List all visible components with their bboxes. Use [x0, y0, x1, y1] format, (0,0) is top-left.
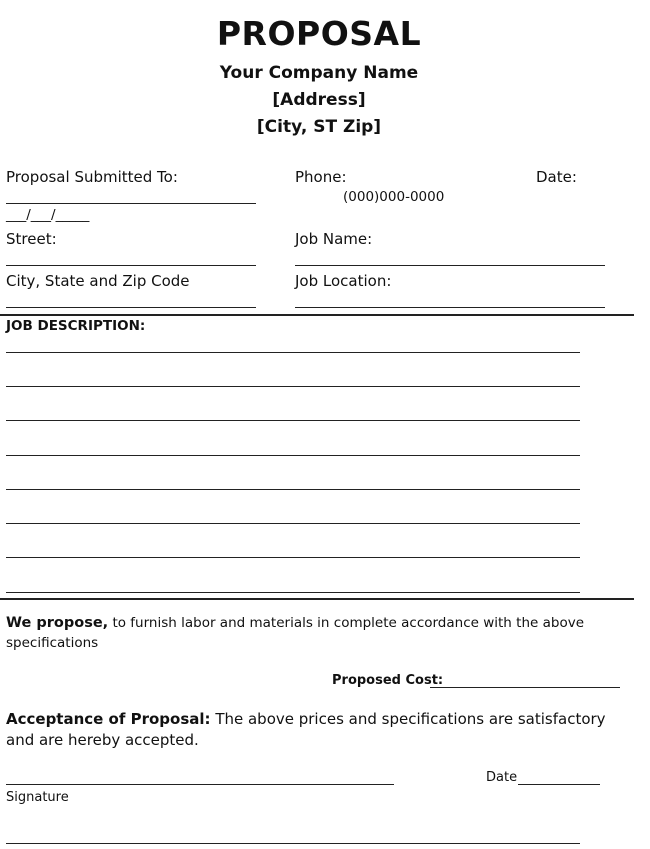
city-state-zip-label: City, State and Zip Code	[6, 272, 190, 290]
company-address: [Address]	[272, 90, 366, 110]
job-description-line[interactable]	[6, 592, 580, 593]
job-description-line[interactable]	[6, 386, 580, 387]
company-name: Your Company Name	[219, 63, 419, 83]
proposed-cost-label: Proposed Cost:	[332, 673, 444, 688]
job-description-line[interactable]	[6, 523, 580, 524]
job-description-line[interactable]	[6, 557, 580, 558]
section-divider-top	[0, 314, 634, 316]
we-propose-paragraph	[6, 613, 606, 653]
street-line[interactable]	[6, 265, 256, 266]
we-propose-bold: We propose,	[6, 615, 109, 631]
submitted-to-label: Proposal Submitted To:	[6, 168, 178, 186]
street-label: Street:	[6, 230, 57, 248]
job-description-heading: JOB DESCRIPTION:	[6, 318, 146, 334]
job-description-line[interactable]	[6, 489, 580, 490]
document-title: PROPOSAL	[216, 14, 422, 53]
job-description-line[interactable]	[6, 420, 580, 421]
acceptance-date-line[interactable]	[518, 784, 600, 785]
acceptance-bold: Acceptance of Proposal:	[6, 710, 211, 728]
company-city: [City, ST Zip]	[256, 117, 382, 137]
proposed-cost-line[interactable]	[430, 687, 620, 688]
section-divider-bottom	[0, 598, 634, 600]
acceptance-text: The above prices and specifications are satisfactory and are hereby accepted.	[6, 710, 606, 749]
we-propose-text: to furnish labor and materials in complete accordance with the above specifications	[6, 615, 585, 651]
phone-label: Phone:	[295, 168, 347, 186]
acceptance-date-label: Date	[486, 770, 518, 785]
job-name-line[interactable]	[295, 265, 605, 266]
submitted-to-line[interactable]	[6, 203, 256, 204]
job-name-label: Job Name:	[295, 230, 373, 248]
city-state-zip-line[interactable]	[6, 307, 256, 308]
signature-line[interactable]	[6, 784, 394, 785]
bottom-line[interactable]	[6, 843, 580, 844]
job-description-line[interactable]	[6, 352, 580, 353]
acceptance-paragraph	[6, 709, 631, 751]
date-blank[interactable]: ___/___/_____	[6, 207, 90, 223]
date-label: Date:	[536, 168, 577, 186]
job-description-line[interactable]	[6, 455, 580, 456]
job-location-line[interactable]	[295, 307, 605, 308]
signature-label: Signature	[6, 790, 69, 805]
phone-value: (000)000-0000	[343, 189, 445, 205]
job-location-label: Job Location:	[295, 272, 392, 290]
